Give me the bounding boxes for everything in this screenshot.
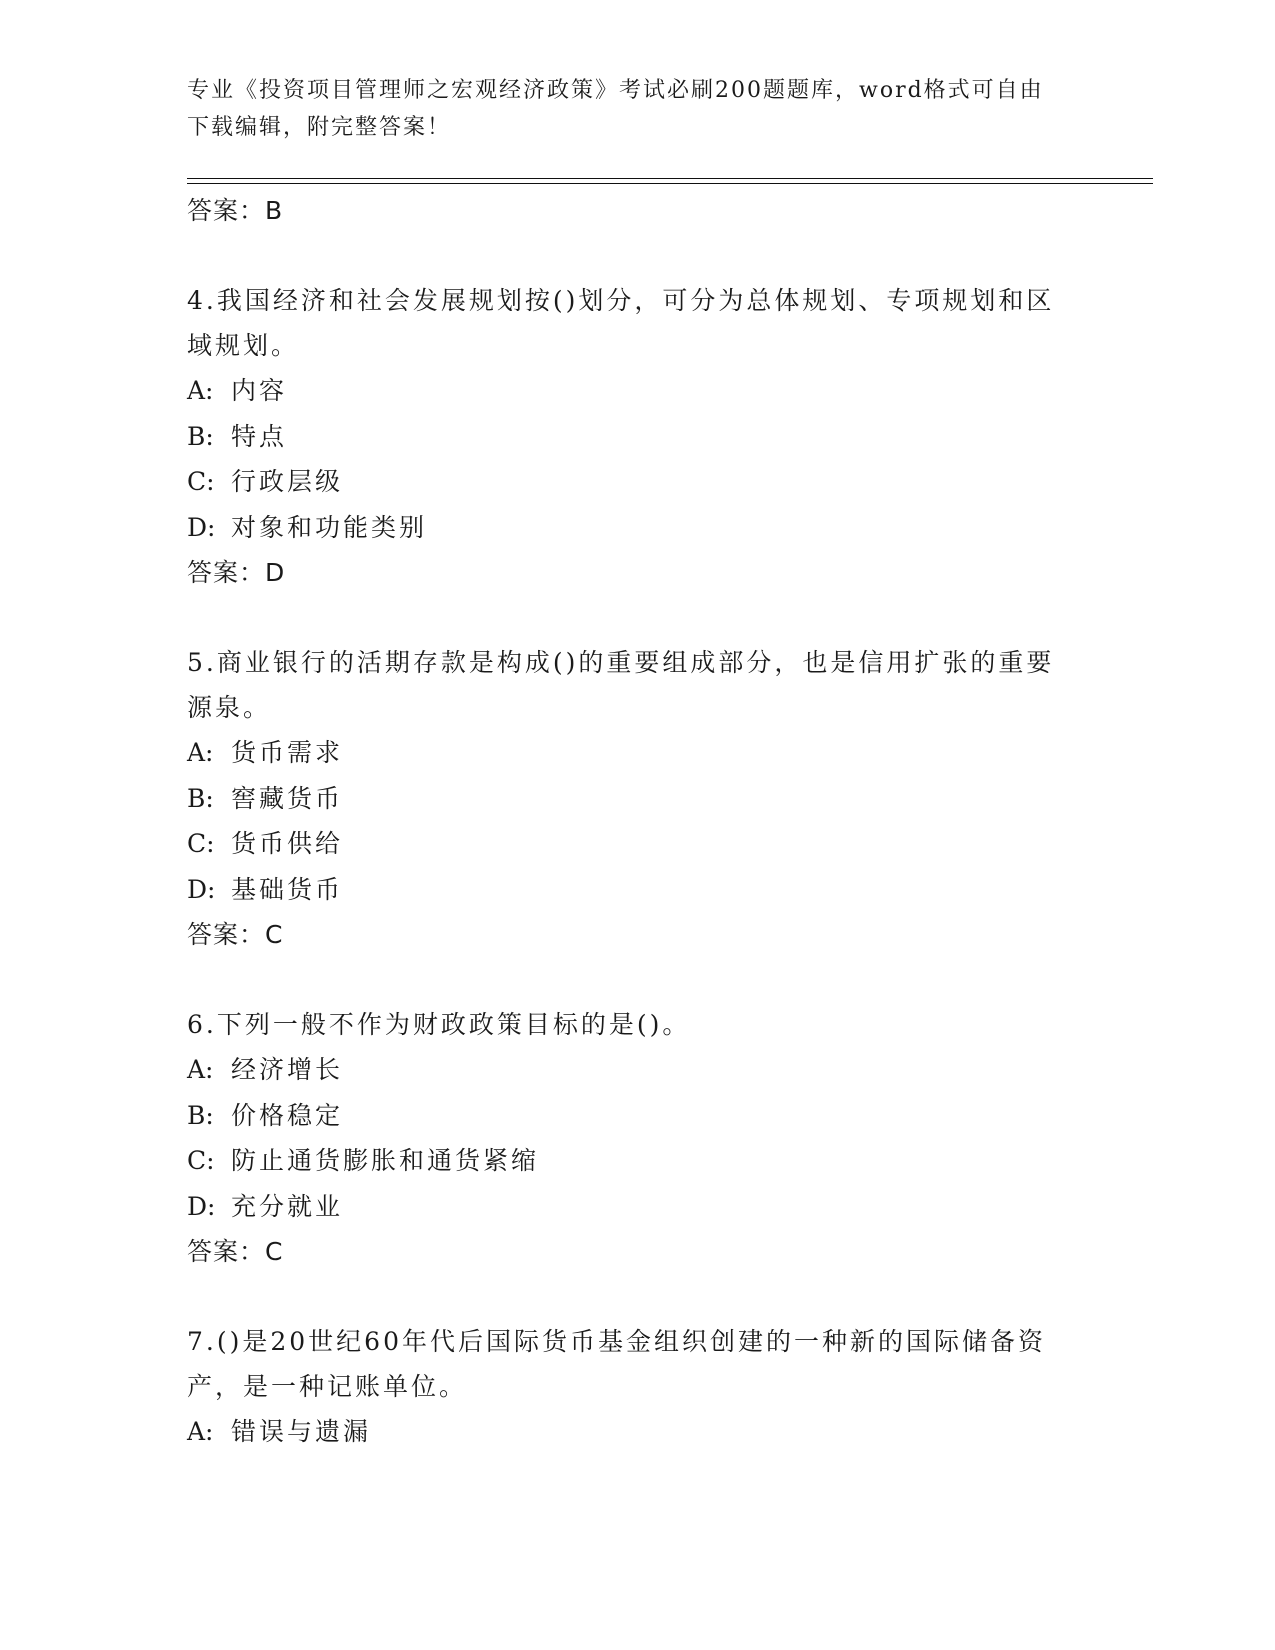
question-text: 6.下列一般不作为财政政策目标的是()。 — [187, 1010, 691, 1039]
option-letter: B: — [187, 421, 214, 451]
option-letter: D: — [187, 512, 216, 542]
option-a — [187, 1409, 1067, 1455]
question-text: 7.()是20世纪60年代后国际货币基金组织创建的一种新的国际储备资产，是一种记账单位。 — [187, 1327, 1046, 1401]
option-text: 货币供给 — [231, 829, 344, 858]
answer-line: 答案：C — [187, 1237, 284, 1266]
option-text: 特点 — [231, 421, 288, 451]
option-text: 对象和功能类别 — [231, 512, 428, 542]
answer-line: 答案：D — [187, 558, 286, 587]
option-letter: C: — [187, 829, 215, 858]
question-list — [187, 188, 1067, 1455]
question-item — [187, 640, 1067, 958]
option-b — [187, 776, 1067, 822]
option-text: 防止通货膨胀和通货紧缩 — [231, 1146, 540, 1175]
page-header: 专业《投资项目管理师之宏观经济政策》考试必刷200题题库，word格式可自由下载编辑，附完整答案！ — [187, 78, 1044, 140]
option-letter: B: — [187, 783, 214, 813]
option-letter: D: — [187, 1191, 216, 1221]
question-text: 4.我国经济和社会发展规划按()划分，可分为总体规划、专项规划和区域规划。 — [187, 286, 1055, 360]
option-d — [187, 1184, 1067, 1230]
option-d — [187, 867, 1067, 913]
option-c — [187, 1138, 1067, 1184]
option-letter: B: — [187, 1100, 214, 1130]
option-letter: C: — [187, 1146, 215, 1175]
option-text: 货币需求 — [231, 738, 344, 767]
option-c — [187, 821, 1067, 867]
option-a — [187, 730, 1067, 776]
option-text: 充分就业 — [231, 1191, 344, 1221]
question-item — [187, 1319, 1067, 1455]
option-d — [187, 505, 1067, 551]
option-text: 错误与遗漏 — [231, 1417, 372, 1446]
option-text: 基础货币 — [231, 874, 344, 904]
option-letter: A: — [187, 738, 214, 767]
option-a — [187, 368, 1067, 414]
question-text: 5.商业银行的活期存款是构成()的重要组成部分，也是信用扩张的重要源泉。 — [187, 648, 1055, 722]
option-letter: A: — [187, 376, 214, 405]
option-text: 经济增长 — [231, 1055, 344, 1084]
header-divider-top — [187, 178, 1153, 179]
question-item — [187, 1002, 1067, 1275]
option-c — [187, 459, 1067, 505]
option-letter: D: — [187, 874, 216, 904]
option-text: 行政层级 — [231, 467, 344, 496]
option-text: 内容 — [231, 376, 288, 405]
option-letter: C: — [187, 467, 215, 496]
option-letter: A: — [187, 1055, 214, 1084]
question-item — [187, 278, 1067, 596]
option-b — [187, 414, 1067, 460]
option-text: 窖藏货币 — [231, 783, 344, 813]
option-text: 价格稳定 — [231, 1100, 344, 1130]
header-divider-bottom — [187, 183, 1153, 184]
option-letter: A: — [187, 1417, 214, 1446]
option-b — [187, 1093, 1067, 1139]
answer-line: 答案：C — [187, 920, 284, 949]
option-a — [187, 1047, 1067, 1093]
answer-line: 答案：B — [187, 196, 284, 225]
